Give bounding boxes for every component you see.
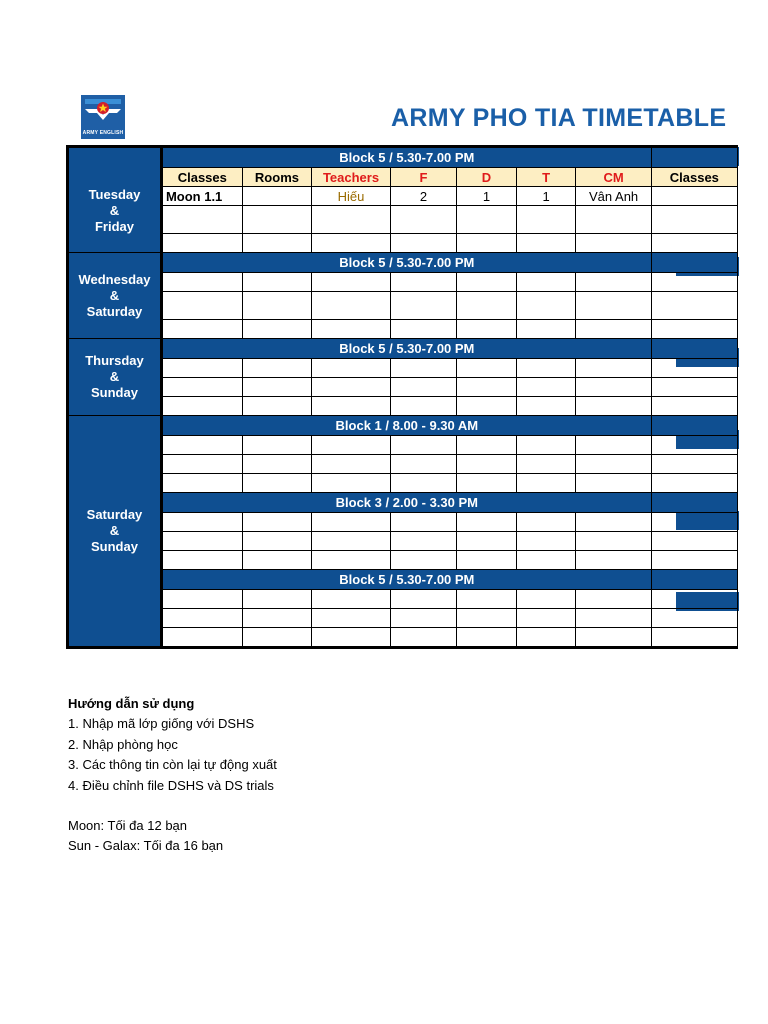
header-teachers: Teachers: [312, 168, 390, 187]
table-cell[interactable]: [161, 609, 242, 628]
table-cell[interactable]: [457, 532, 517, 551]
page-title: ARMY PHO TIA TIMETABLE: [391, 104, 727, 132]
table-cell[interactable]: [651, 609, 737, 628]
table-cell[interactable]: [576, 609, 651, 628]
block-band: Block 5 / 5.30-7.00 PM: [161, 570, 651, 590]
table-cell[interactable]: [390, 378, 456, 397]
table-cell[interactable]: [312, 359, 390, 378]
table-cell[interactable]: [576, 455, 651, 474]
cell-room[interactable]: [242, 187, 312, 206]
table-cell[interactable]: [516, 273, 576, 292]
table-cell[interactable]: [457, 590, 517, 609]
table-cell[interactable]: [312, 206, 390, 234]
header-classes: Classes: [161, 168, 242, 187]
table-cell[interactable]: [161, 474, 242, 493]
table-cell[interactable]: [651, 359, 737, 378]
header-cm: CM: [576, 168, 651, 187]
table-cell[interactable]: [312, 234, 390, 253]
table-cell[interactable]: [576, 206, 651, 234]
table-cell[interactable]: [242, 320, 312, 339]
table-cell[interactable]: [161, 292, 242, 320]
table-cell[interactable]: [390, 273, 456, 292]
table-cell[interactable]: [576, 474, 651, 493]
table-cell[interactable]: [390, 292, 456, 320]
day-label-sat-sun: Saturday & Sunday: [68, 416, 162, 648]
table-cell[interactable]: [576, 378, 651, 397]
guide-step: 4. Điều chỉnh file DSHS và DS trials: [68, 777, 274, 793]
table-cell[interactable]: [242, 397, 312, 416]
day-label-thu-sun: Thursday & Sunday: [68, 339, 162, 416]
table-cell[interactable]: [390, 359, 456, 378]
table-cell[interactable]: [457, 455, 517, 474]
table-cell[interactable]: [161, 359, 242, 378]
table-cell[interactable]: [516, 513, 576, 532]
block-band: Block 3 / 2.00 - 3.30 PM: [161, 493, 651, 513]
table-cell[interactable]: [390, 532, 456, 551]
table-cell[interactable]: [161, 455, 242, 474]
table-cell[interactable]: [651, 292, 737, 320]
table-cell[interactable]: [312, 513, 390, 532]
table-cell[interactable]: [576, 359, 651, 378]
table-cell[interactable]: [242, 378, 312, 397]
cell-teacher[interactable]: Hiếu: [312, 187, 390, 206]
table-cell[interactable]: [242, 532, 312, 551]
header-classes-2: Classes: [651, 168, 737, 187]
cell-t[interactable]: 1: [516, 187, 576, 206]
table-cell[interactable]: [516, 206, 576, 234]
table-cell[interactable]: [242, 551, 312, 570]
block-band: Block 5 / 5.30-7.00 PM: [161, 253, 651, 273]
table-cell[interactable]: [516, 359, 576, 378]
table-cell[interactable]: [457, 234, 517, 253]
table-cell[interactable]: [576, 273, 651, 292]
table-cell[interactable]: [457, 513, 517, 532]
table-cell[interactable]: [457, 359, 517, 378]
table-cell[interactable]: [242, 513, 312, 532]
table-cell[interactable]: [516, 609, 576, 628]
table-cell[interactable]: [576, 513, 651, 532]
table-cell[interactable]: [651, 474, 737, 493]
block-band: Block 5 / 5.30-7.00 PM: [161, 147, 651, 168]
table-cell[interactable]: [651, 532, 737, 551]
table-cell[interactable]: [161, 397, 242, 416]
table-cell[interactable]: [457, 397, 517, 416]
table-cell[interactable]: [242, 436, 312, 455]
table-cell[interactable]: [390, 609, 456, 628]
table-cell[interactable]: [312, 436, 390, 455]
block-band: Block 1 / 8.00 - 9.30 AM: [161, 416, 651, 436]
table-cell[interactable]: [242, 292, 312, 320]
table-cell[interactable]: [651, 436, 737, 455]
table-cell[interactable]: [651, 551, 737, 570]
table-cell[interactable]: [161, 436, 242, 455]
table-cell[interactable]: [457, 292, 517, 320]
table-cell[interactable]: [576, 292, 651, 320]
table-cell[interactable]: [576, 551, 651, 570]
timetable: [66, 145, 738, 649]
table-cell[interactable]: [161, 273, 242, 292]
table-cell[interactable]: [242, 628, 312, 648]
table-cell[interactable]: [242, 273, 312, 292]
table-cell[interactable]: [576, 320, 651, 339]
table-cell[interactable]: [651, 234, 737, 253]
table-cell[interactable]: [242, 206, 312, 234]
table-cell[interactable]: [516, 378, 576, 397]
table-cell[interactable]: [390, 206, 456, 234]
table-cell[interactable]: [390, 436, 456, 455]
table-cell[interactable]: [516, 320, 576, 339]
table-cell[interactable]: [576, 532, 651, 551]
table-cell[interactable]: [651, 513, 737, 532]
table-cell[interactable]: [242, 455, 312, 474]
table-cell[interactable]: [390, 234, 456, 253]
table-cell[interactable]: [457, 474, 517, 493]
table-cell[interactable]: [576, 628, 651, 648]
table-cell[interactable]: [576, 234, 651, 253]
table-cell[interactable]: [576, 436, 651, 455]
table-cell[interactable]: [651, 455, 737, 474]
table-cell[interactable]: [161, 513, 242, 532]
block-band-continued: [651, 253, 737, 273]
cell-class-2[interactable]: [651, 187, 737, 206]
header-t: T: [516, 168, 576, 187]
table-cell[interactable]: [516, 292, 576, 320]
table-cell[interactable]: [312, 378, 390, 397]
table-cell[interactable]: [161, 590, 242, 609]
guide-step: 2. Nhập phòng học: [68, 736, 178, 752]
table-cell[interactable]: [516, 474, 576, 493]
table-cell[interactable]: [242, 474, 312, 493]
table-cell[interactable]: [390, 551, 456, 570]
block-band-continued: [651, 570, 737, 590]
table-cell[interactable]: [312, 628, 390, 648]
table-cell[interactable]: [457, 320, 517, 339]
table-cell[interactable]: [457, 551, 517, 570]
guide-heading: Hướng dẫn sử dụng: [68, 696, 195, 711]
table-cell[interactable]: [242, 590, 312, 609]
table-cell[interactable]: [312, 551, 390, 570]
table-cell[interactable]: [312, 455, 390, 474]
table-cell[interactable]: [457, 436, 517, 455]
table-cell[interactable]: [390, 320, 456, 339]
table-cell[interactable]: [390, 455, 456, 474]
table-cell[interactable]: [651, 590, 737, 609]
table-cell[interactable]: [457, 628, 517, 648]
guide-step: 3. Các thông tin còn lại tự động xuất: [68, 757, 277, 773]
table-cell[interactable]: [161, 206, 242, 234]
table-cell[interactable]: [242, 234, 312, 253]
table-cell[interactable]: [312, 590, 390, 609]
table-cell[interactable]: [516, 551, 576, 570]
table-cell[interactable]: [516, 455, 576, 474]
block-band-continued: [651, 493, 737, 513]
block-band: Block 5 / 5.30-7.00 PM: [161, 339, 651, 359]
usage-guide: [68, 694, 287, 857]
table-cell[interactable]: [457, 609, 517, 628]
table-cell[interactable]: [161, 628, 242, 648]
block-band-continued: [651, 147, 737, 168]
cell-f[interactable]: 2: [390, 187, 456, 206]
table-cell[interactable]: [651, 320, 737, 339]
block-band-continued: [651, 339, 737, 359]
table-cell[interactable]: [312, 292, 390, 320]
table-cell[interactable]: [516, 532, 576, 551]
table-cell[interactable]: [390, 474, 456, 493]
table-cell[interactable]: [457, 273, 517, 292]
cell-class[interactable]: Moon 1.1: [161, 187, 242, 206]
table-cell[interactable]: [161, 234, 242, 253]
table-cell[interactable]: [516, 590, 576, 609]
day-label-wed-sat: Wednesday & Saturday: [68, 253, 162, 339]
table-cell[interactable]: [390, 628, 456, 648]
cell-cm[interactable]: Vân Anh: [576, 187, 651, 206]
table-cell[interactable]: [651, 628, 737, 648]
table-cell[interactable]: [242, 609, 312, 628]
block-band-continued: [651, 416, 737, 436]
cell-d[interactable]: 1: [457, 187, 517, 206]
table-cell[interactable]: [516, 436, 576, 455]
table-cell[interactable]: [651, 206, 737, 234]
table-cell[interactable]: [312, 273, 390, 292]
table-cell[interactable]: [576, 590, 651, 609]
table-cell[interactable]: [390, 397, 456, 416]
guide-step: 1. Nhập mã lớp giống với DSHS: [68, 716, 255, 732]
table-cell[interactable]: [390, 513, 456, 532]
table-cell[interactable]: [312, 609, 390, 628]
table-cell[interactable]: [516, 234, 576, 253]
table-cell[interactable]: [651, 378, 737, 397]
header-d: D: [457, 168, 517, 187]
table-cell[interactable]: [312, 320, 390, 339]
header-rooms: Rooms: [242, 168, 312, 187]
table-cell[interactable]: [651, 273, 737, 292]
day-label-tue-fri: Tuesday & Friday: [68, 147, 162, 253]
table-cell[interactable]: [161, 551, 242, 570]
table-cell[interactable]: [161, 320, 242, 339]
table-cell[interactable]: [516, 628, 576, 648]
guide-note: Moon: Tối đa 12 bạn: [68, 818, 188, 834]
table-cell[interactable]: [390, 590, 456, 609]
table-cell[interactable]: [312, 474, 390, 493]
table-cell[interactable]: [576, 397, 651, 416]
table-cell[interactable]: [516, 397, 576, 416]
table-cell[interactable]: [161, 378, 242, 397]
table-cell[interactable]: [651, 397, 737, 416]
table-cell[interactable]: [161, 532, 242, 551]
table-cell[interactable]: [312, 397, 390, 416]
table-cell[interactable]: [457, 206, 517, 234]
logo-text: ARMY ENGLISH: [82, 130, 124, 136]
table-cell[interactable]: [457, 378, 517, 397]
table-cell[interactable]: [242, 359, 312, 378]
header-f: F: [390, 168, 456, 187]
table-cell[interactable]: [312, 532, 390, 551]
guide-note: Sun - Galax: Tối đa 16 bạn: [68, 838, 224, 854]
